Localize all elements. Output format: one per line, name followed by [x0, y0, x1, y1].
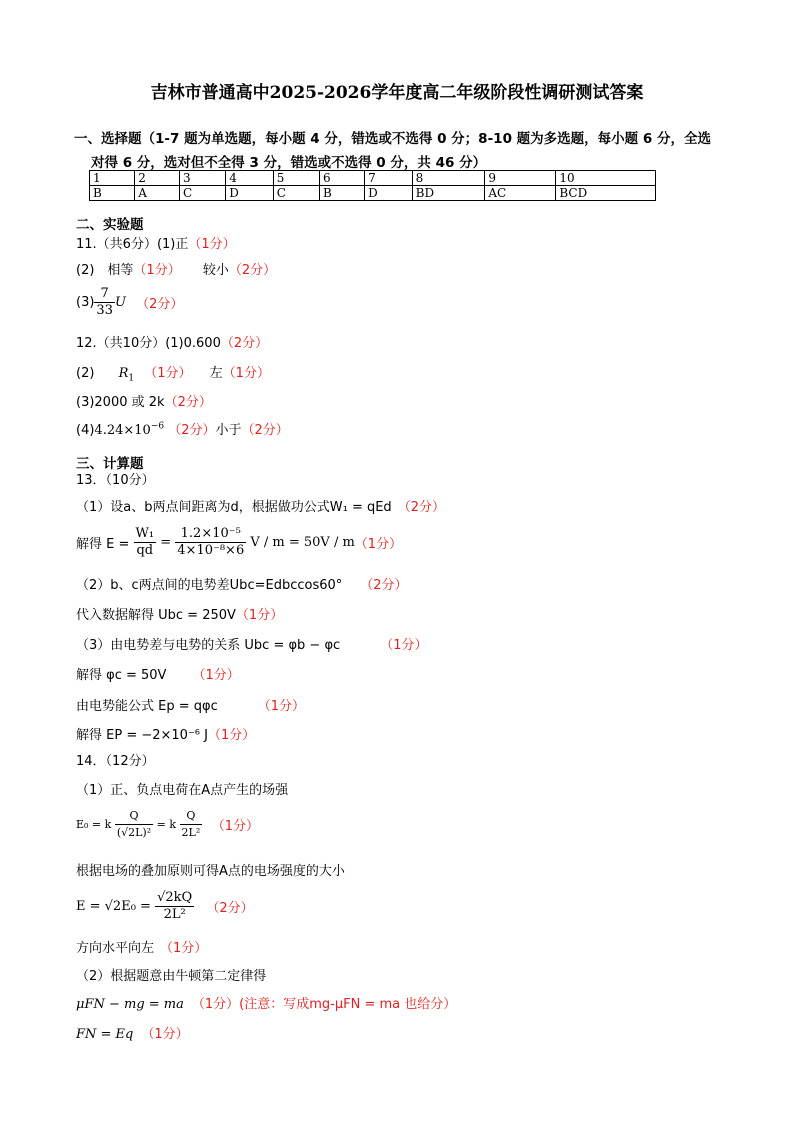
fraction-denominator: qd [136, 543, 154, 558]
score-label: （1分） [222, 366, 270, 381]
answer-cell: BCD [556, 186, 656, 201]
q14-p7 [76, 993, 456, 1012]
q13-p5-text: （3）由电势差与电势的关系 Ubc = φb − φc [76, 638, 341, 653]
q12-part4: (4) [76, 423, 95, 438]
question-number-cell: 4 [226, 171, 273, 186]
answer-cell: A [135, 186, 180, 201]
question-number-cell: 6 [319, 171, 364, 186]
score-label: （1分） [211, 819, 260, 834]
score-label: （1分） [354, 537, 403, 552]
score-label: （2分） [397, 500, 445, 515]
variable-u: U [114, 295, 126, 310]
score-label: （2分） [206, 901, 254, 916]
section2-heading: 二、实验题 [76, 217, 144, 233]
variable-r: R [118, 366, 129, 381]
q12-head: 12.（共10分）(1)0.600 [76, 336, 221, 351]
q13-p1 [76, 496, 445, 515]
fraction [115, 808, 153, 841]
fraction-denominator: 2L² [181, 826, 201, 839]
exponent: −6 [150, 421, 165, 432]
q13-p6-text: 解得 φc = 50V [76, 668, 167, 683]
q12-line1 [76, 332, 268, 351]
score-label: （2分） [220, 336, 269, 351]
answer-table [89, 170, 656, 201]
fraction-denominator: 4×10⁻⁸×6 [177, 543, 245, 558]
score-label: （1分） [133, 263, 181, 278]
q11-part3: (3) [76, 295, 95, 310]
score-label: （2分） [360, 578, 408, 593]
fraction-numerator: Q [180, 808, 203, 825]
score-label: （1分） [235, 608, 284, 623]
score-label: （1分） [160, 941, 208, 956]
q14-p5-text: 方向水平向左 [76, 941, 155, 956]
score-label: （1分）(注意：写成mg-μFN = ma 也给分） [191, 997, 457, 1012]
answer-cell: B [90, 186, 135, 201]
score-label: （2分） [136, 297, 184, 312]
q11-part2-b: 较小 [202, 263, 229, 278]
q13-p4 [76, 604, 283, 623]
q13-p2-pre: 解得 E = [76, 537, 130, 552]
score-label: （1分） [144, 366, 192, 381]
q13-p2-post: V / m = 50V / m [250, 535, 355, 550]
fraction-numerator: 1.2×10⁻⁵ [175, 526, 246, 543]
answer-cell: C [179, 186, 225, 201]
q11-line1 [76, 233, 236, 252]
score-label: （2分） [164, 395, 212, 410]
q14-head: 14．（12分） [76, 754, 155, 769]
q12-part4-value: 4.24×10 [94, 423, 151, 438]
q11-line2 [76, 259, 276, 278]
q11-part2: (2) 相等 [76, 263, 134, 278]
fraction-denominator: 33 [96, 303, 113, 318]
question-number-cell: 5 [273, 171, 319, 186]
fraction-numerator: 7 [94, 286, 115, 303]
answer-cell: AC [485, 186, 556, 201]
q13-p7 [76, 695, 305, 714]
q14-p2-mid: = k [156, 818, 177, 831]
q14-p6: （2）根据题意由牛顿第二定律得 [76, 969, 267, 984]
section1-heading-line1: 一、选择题（1-7 题为单选题，每小题 4 分，错选或不选得 0 分；8-10 题为多选题，每小题 6 分，全选 [74, 131, 711, 147]
q14-p4-pre: E = √2E₀ = [76, 899, 151, 914]
q12-part3: (3)2000 或 2k [76, 395, 165, 410]
score-label: （1分） [257, 699, 306, 714]
q14-p1: （1）正、负点电荷在A点产生的场强 [76, 783, 289, 798]
question-number-cell: 8 [412, 171, 485, 186]
q12-line3 [76, 391, 212, 410]
answer-cell: D [226, 186, 273, 201]
question-number-cell: 9 [485, 171, 556, 186]
q14-p8-text: FN = Eq [76, 1027, 134, 1042]
fraction-numerator: Q [115, 808, 153, 825]
fraction [180, 808, 203, 841]
q14-p5 [76, 937, 207, 956]
question-number-cell: 2 [135, 171, 180, 186]
answer-table-answer-row [90, 186, 656, 201]
q13-p2 [76, 526, 402, 559]
question-number-cell: 10 [556, 171, 656, 186]
fraction-denominator: (√2L)² [116, 826, 152, 839]
score-label: （1分） [192, 668, 240, 683]
q12-part2-b: 左 [209, 366, 223, 381]
q13-p5 [76, 634, 427, 653]
q14-p4 [76, 890, 254, 923]
q13-p3 [76, 574, 408, 593]
q12-line4 [76, 419, 289, 438]
q14-p8 [76, 1023, 189, 1042]
answer-cell: D [365, 186, 412, 201]
q13-p1-text: （1）设a、b两点间距离为d，根据做功公式W₁ = qEd [76, 500, 392, 515]
answer-table-number-row [90, 171, 656, 186]
score-label: （1分） [141, 1027, 189, 1042]
variable-subscript: 1 [128, 373, 135, 384]
q13-p6 [76, 664, 240, 683]
q11-head: 11.（共6分）(1)正 [76, 237, 189, 252]
question-number-cell: 3 [179, 171, 225, 186]
fraction [155, 890, 194, 923]
q13-p3-text: （2）b、c两点间的电势差Ubc=Edbccos60° [76, 578, 343, 593]
q13-p8-text: 解得 EP = −2×10⁻⁶ J [76, 728, 208, 743]
question-number-cell: 7 [365, 171, 412, 186]
question-number-cell: 1 [90, 171, 135, 186]
fraction-denominator: 2L² [163, 907, 186, 922]
fraction [94, 286, 115, 319]
fraction [175, 526, 246, 559]
fraction-numerator: √2kQ [157, 890, 193, 905]
section3-heading: 三、计算题 [76, 456, 144, 472]
q11-line3 [76, 286, 183, 319]
score-label: （2分） [228, 263, 277, 278]
score-label: （2分） [168, 423, 216, 438]
score-label: （2分） [241, 423, 289, 438]
q14-p2-pre: E₀ = k [76, 818, 112, 831]
q12-part4-b: 小于 [215, 423, 242, 438]
score-label: （1分） [207, 728, 256, 743]
answer-cell: BD [412, 186, 485, 201]
q13-head: 13．（10分） [76, 473, 155, 488]
page-title: 吉林市普通高中2025-2026学年度高二年级阶段性调研测试答案 [150, 83, 644, 103]
answer-cell: B [319, 186, 364, 201]
fraction [134, 526, 157, 559]
q13-p4-text: 代入数据解得 Ubc = 250V [76, 608, 236, 623]
fraction-numerator: W₁ [135, 526, 155, 541]
equals-sign: = [160, 535, 172, 550]
q12-part2: (2) [76, 366, 95, 381]
q13-p7-text: 由电势能公式 Ep = qφc [76, 699, 218, 714]
section1-heading-line2: 对得 6 分，选对但不全得 3 分，错选或不选得 0 分，共 46 分） [91, 155, 487, 171]
q14-p2 [76, 808, 259, 841]
score-label: （1分） [188, 237, 236, 252]
q14-p3: 根据电场的叠加原则可得A点的电场强度的大小 [76, 864, 345, 879]
q14-p7-text: μFN − mg = ma [76, 997, 184, 1012]
score-label: （1分） [380, 638, 428, 653]
answer-cell: C [273, 186, 319, 201]
q12-line2 [76, 362, 270, 384]
q13-p8 [76, 724, 255, 743]
